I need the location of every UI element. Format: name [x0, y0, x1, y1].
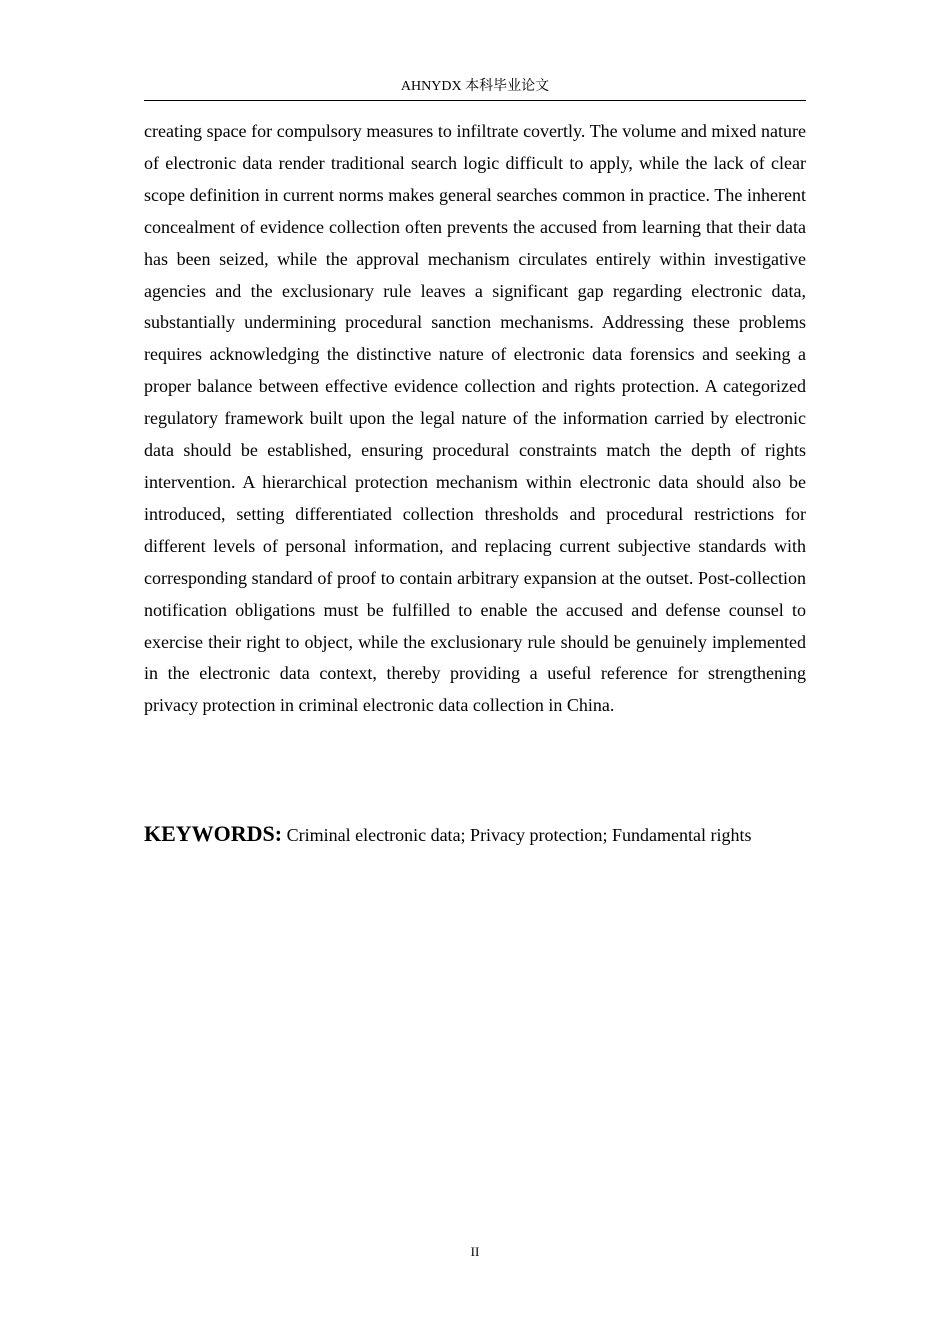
abstract-body: creating space for compulsory measures to infiltrate covertly. The volume and mixed nature of electronic data render traditional search logic difficult to apply, while the lack of clear scope definition in current norms makes general searches common in practice. The inherent concealment of evidence collection often prevents the accused from learning that their data has been seized, while the approval mechanism circulates entirely within investigative agencies and the exclusionary rule leaves a significant gap regarding electronic data, substantially undermining procedural sanction mechanisms. Addressing these problems requires acknowledging the distinctive nature of electronic data forensics and seeking a proper balance between effective evidence collection and rights protection. A categorized regulatory framework built upon the legal nature of the information carried by electronic data should be established, ensuring procedural constraints match the depth of rights intervention. A hierarchical protection mechanism within electronic data should also be introduced, setting differentiated collection thresholds and procedural restrictions for different levels of personal information, and replacing current subjective standards with corresponding standard of proof to contain arbitrary expansion at the outset. Post-collection notification obligations must be fulfilled to enable the accused and defense counsel to exercise their right to object, while the exclusionary rule should be genuinely implemented in the electronic data context, thereby providing a useful reference for strengthening privacy protection in criminal electronic data collection in China.	[144, 121, 806, 716]
header-divider	[144, 100, 806, 101]
keywords-text: Criminal electronic data; Privacy protection; Fundamental rights	[286, 825, 752, 845]
page-header: AHNYDX 本科毕业论文	[400, 79, 550, 94]
keywords-paragraph	[144, 818, 806, 852]
keywords-label: KEYWORDS:	[144, 821, 283, 846]
page-number: II	[470, 1244, 480, 1259]
